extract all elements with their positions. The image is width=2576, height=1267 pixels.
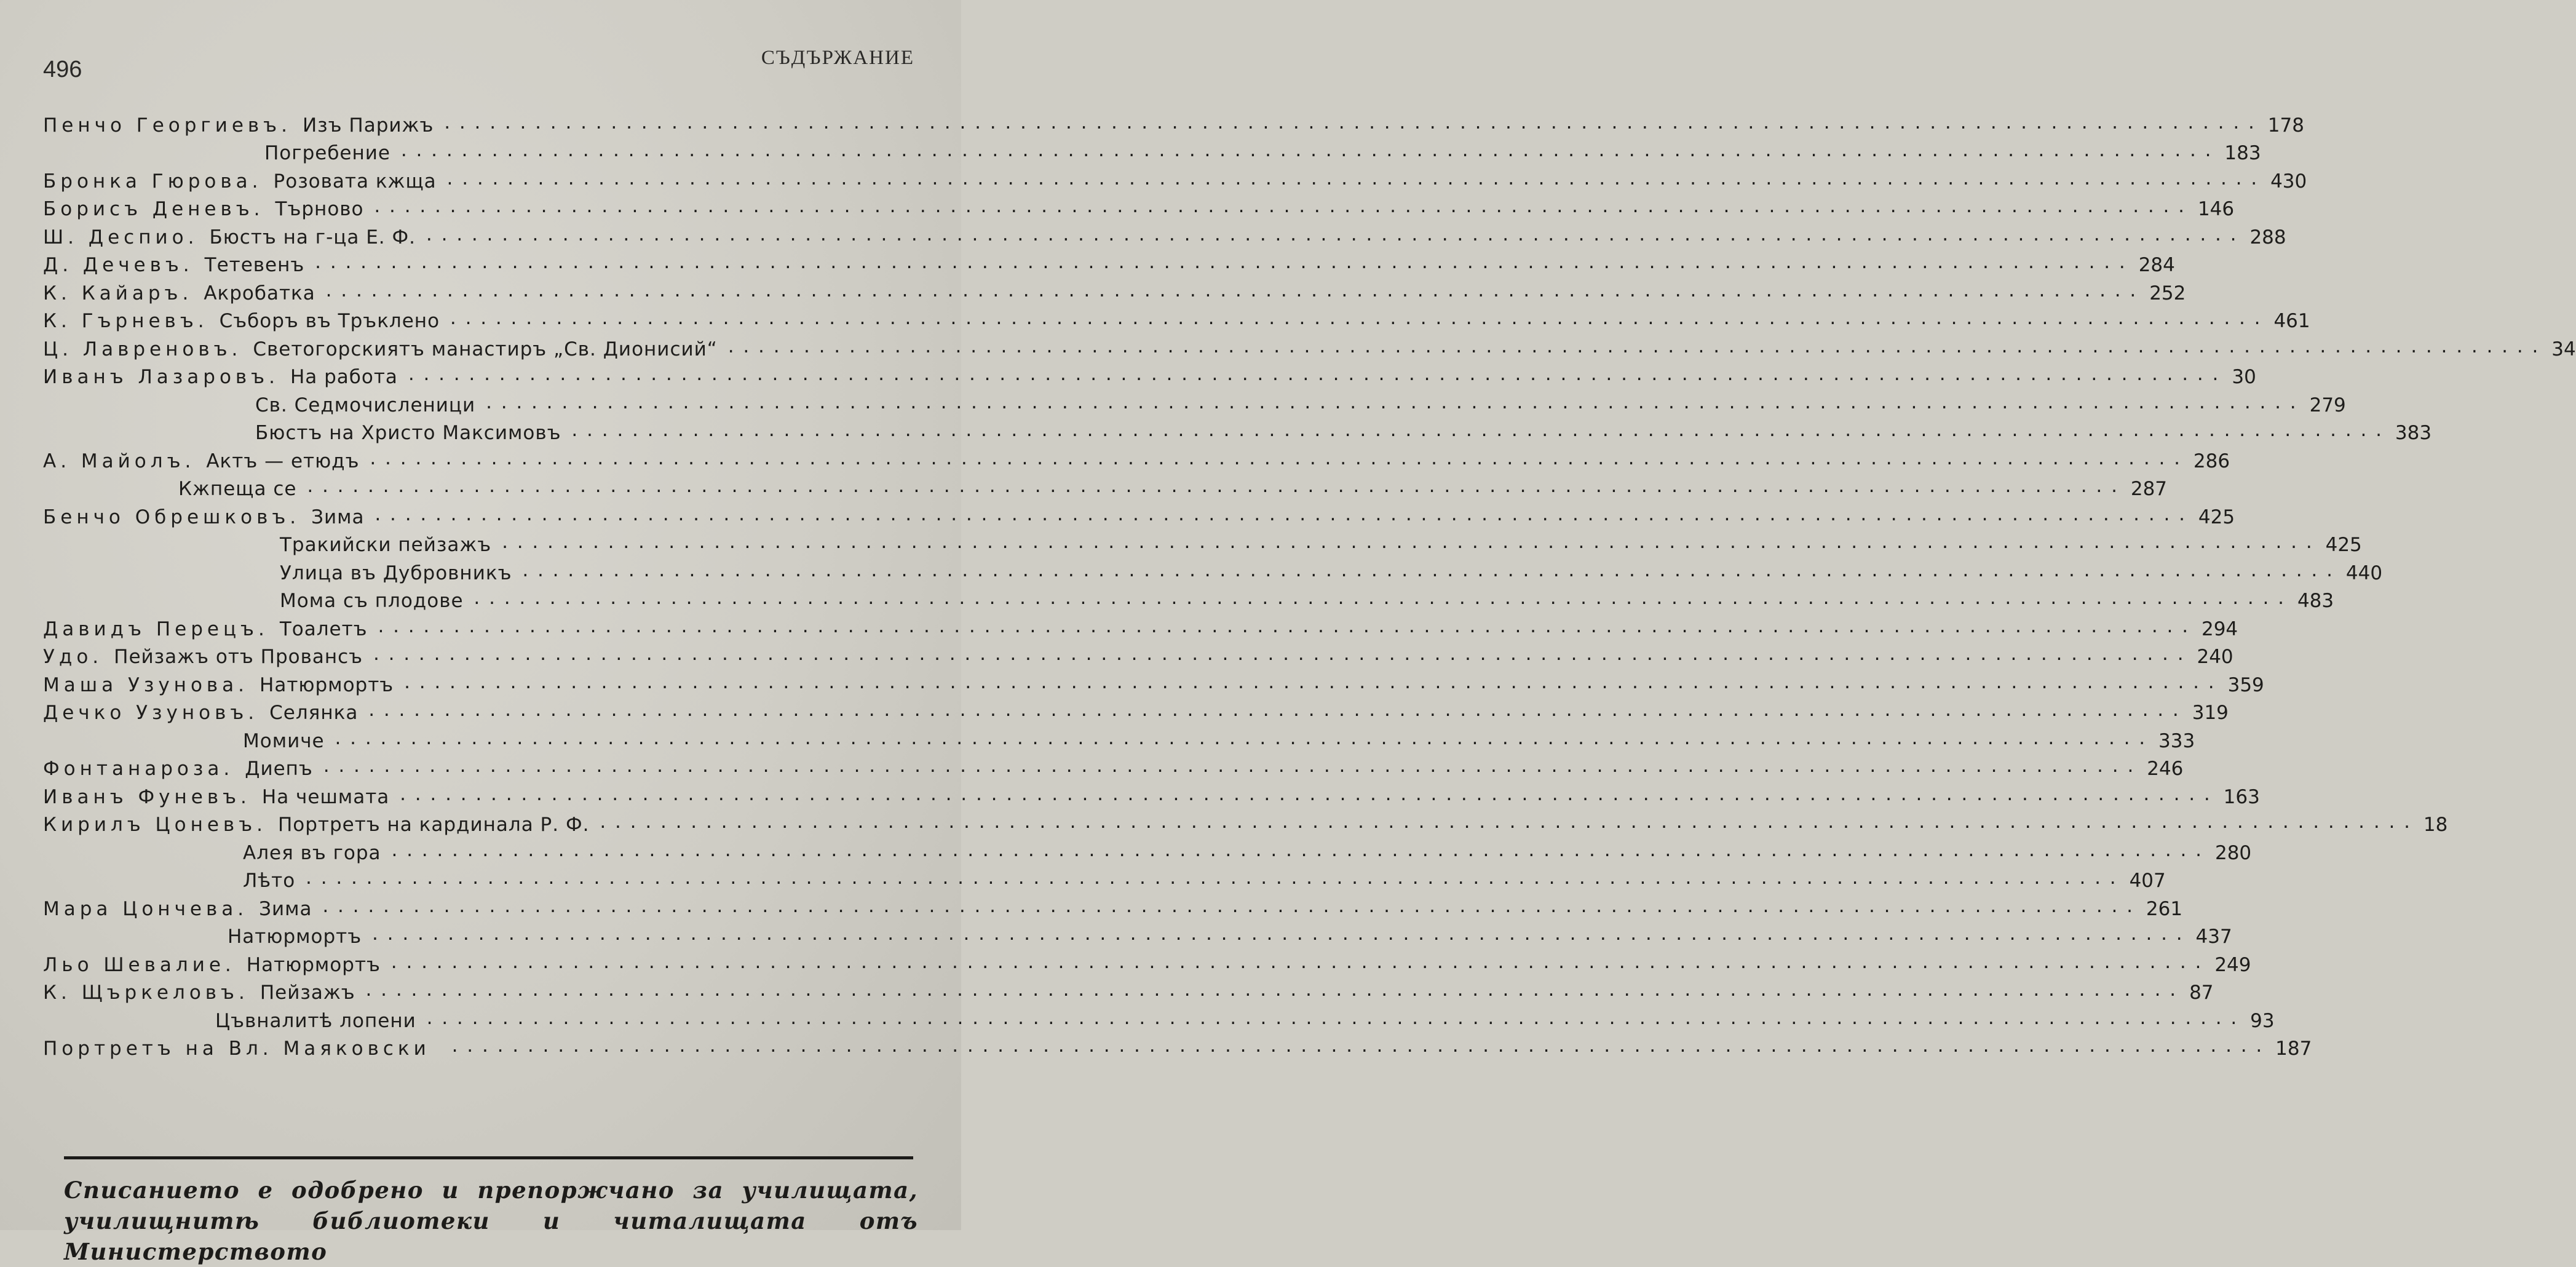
toc-page-ref: 163 bbox=[2223, 785, 2260, 808]
toc-page-ref: 183 bbox=[2224, 142, 2261, 164]
toc-entry bbox=[43, 1004, 2275, 1032]
toc-page-ref: 240 bbox=[2197, 646, 2233, 668]
dot-leader: ........................................................................................................................ bbox=[442, 114, 2262, 133]
toc-title: Кжпеща се bbox=[178, 478, 297, 500]
page-number: 496 bbox=[43, 57, 82, 82]
toc-title: Св. Седмочисленици bbox=[255, 394, 476, 416]
toc-entry bbox=[43, 220, 2286, 248]
dot-leader: ........................................................................................................................ bbox=[373, 506, 2192, 525]
toc-title: Изъ Парижъ bbox=[302, 114, 434, 137]
toc-page-ref: 294 bbox=[2201, 618, 2238, 640]
dot-leader: ........................................................................................................................ bbox=[500, 534, 2320, 552]
toc-page-ref: 87 bbox=[2189, 982, 2214, 1004]
toc-page-ref: 430 bbox=[2270, 170, 2307, 193]
toc-page-ref: 425 bbox=[2325, 534, 2362, 556]
toc-title: Тракийски пейзажъ bbox=[280, 534, 492, 556]
dot-leader: ........................................................................................................................ bbox=[313, 254, 2133, 272]
toc-page-ref: 284 bbox=[2138, 254, 2175, 276]
toc-entry bbox=[43, 892, 2183, 920]
toc-author: Ш. Деспио. bbox=[43, 226, 199, 248]
footer-rule bbox=[64, 1156, 913, 1159]
toc-page-ref: 287 bbox=[2130, 478, 2168, 500]
toc-page-ref: 261 bbox=[2146, 897, 2183, 920]
toc-page-ref: 280 bbox=[2214, 841, 2252, 864]
toc-entry bbox=[43, 360, 2256, 389]
toc-title: Селянка bbox=[269, 702, 359, 724]
dot-leader: ........................................................................................................................ bbox=[520, 562, 2340, 581]
running-head: СЪДЪРЖАНИЕ bbox=[761, 47, 914, 69]
toc-entry bbox=[43, 556, 2383, 584]
dot-leader: ........................................................................................................................ bbox=[372, 198, 2192, 216]
toc-author: А. Майолъ. bbox=[43, 450, 196, 472]
dot-leader: ........................................................................................................................ bbox=[598, 814, 2417, 832]
toc-page-ref: 461 bbox=[2273, 310, 2310, 332]
toc-author: Ц. Лавреновъ. bbox=[43, 338, 242, 360]
dot-leader: ........................................................................................................................ bbox=[368, 450, 2187, 469]
toc-entry bbox=[43, 332, 2576, 360]
toc-entry bbox=[43, 193, 2235, 221]
toc-page-ref: 246 bbox=[2147, 758, 2184, 780]
toc-title: Розовата кжща bbox=[273, 170, 437, 193]
toc-title: Тетевенъ bbox=[204, 254, 305, 276]
toc-title: На работа bbox=[290, 366, 398, 388]
toc-page-ref: 437 bbox=[2195, 926, 2232, 948]
toc-entry bbox=[43, 248, 2175, 277]
toc-title: Натюрмортъ bbox=[228, 926, 362, 948]
dot-leader: ........................................................................................................................ bbox=[304, 870, 2123, 888]
toc-title: Момиче bbox=[243, 729, 325, 752]
toc-page-ref: 319 bbox=[2192, 702, 2229, 724]
dot-leader: ........................................................................................................................ bbox=[406, 366, 2226, 384]
toc-entry bbox=[43, 108, 2304, 137]
toc-page-ref: 359 bbox=[2227, 673, 2264, 696]
toc-page-ref: 249 bbox=[2214, 953, 2251, 976]
toc-page-ref: 286 bbox=[2193, 450, 2230, 472]
toc-author: Дечко Узуновъ. bbox=[43, 702, 259, 724]
dot-leader: ........................................................................................................................ bbox=[484, 394, 2304, 413]
toc-author: Борисъ Деневъ. bbox=[43, 198, 264, 220]
dot-leader: ........................................................................................................................ bbox=[569, 422, 2389, 440]
toc-entry bbox=[43, 444, 2230, 472]
dot-leader: ........................................................................................................................ bbox=[472, 590, 2291, 608]
toc-entry bbox=[43, 388, 2346, 416]
toc-page-ref: 34 bbox=[2551, 338, 2576, 360]
toc-entry bbox=[43, 500, 2235, 528]
dot-leader: ........................................................................................................................ bbox=[305, 478, 2125, 496]
toc-author: К. Гърневъ. bbox=[43, 310, 208, 332]
dot-leader: ........................................................................................................................ bbox=[333, 729, 2153, 749]
toc-page-ref: 178 bbox=[2267, 114, 2304, 137]
dot-leader: ........................................................................................................................ bbox=[450, 1038, 2270, 1056]
toc-title: Алея въ гора bbox=[243, 841, 381, 864]
toc-title: Бюстъ на г-ца Е. Ф. bbox=[209, 226, 416, 248]
toc-page-ref: 407 bbox=[2129, 870, 2166, 892]
toc-page-ref: 383 bbox=[2395, 422, 2432, 444]
toc-title: Погребение bbox=[264, 142, 390, 164]
toc-author: Пенчо Георгиевъ. bbox=[43, 114, 291, 137]
dot-leader: ........................................................................................................................ bbox=[320, 897, 2140, 916]
footer-note: Списанието е одобрено и препоржчано за училищата, училищнитѣ библиотеки и читалищата отъ Министерството bbox=[64, 1177, 918, 1265]
dot-leader: ........................................................................................................................ bbox=[376, 618, 2195, 637]
toc-page-ref: 279 bbox=[2309, 394, 2346, 416]
toc-entry bbox=[43, 948, 2251, 976]
toc-entry bbox=[43, 808, 2448, 836]
toc-title: Съборъ въ Тръклено bbox=[219, 310, 440, 332]
toc-page-ref: 252 bbox=[2149, 282, 2186, 304]
toc-title: Портретъ на кардинала Р. Ф. bbox=[277, 814, 590, 836]
toc-page-ref: 30 bbox=[2232, 366, 2256, 388]
toc-author: Бронка Гюрова. bbox=[43, 170, 263, 193]
toc-page-ref: 440 bbox=[2345, 562, 2383, 584]
dot-leader: ........................................................................................................................ bbox=[363, 982, 2184, 1000]
toc-page-ref: 425 bbox=[2198, 506, 2235, 528]
toc-author: Фонтанароза. bbox=[43, 758, 234, 780]
dot-leader: ........................................................................................................................ bbox=[424, 1009, 2245, 1028]
toc-author: Удо. bbox=[43, 646, 103, 668]
toc-page-ref: 18 bbox=[2423, 814, 2448, 836]
toc-entry bbox=[43, 584, 2334, 613]
toc-title: Зима bbox=[259, 897, 312, 920]
toc-title: Мома съ плодове bbox=[280, 590, 464, 612]
dot-leader: ........................................................................................................................ bbox=[424, 226, 2244, 245]
dot-leader: ........................................................................................................................ bbox=[321, 758, 2141, 776]
toc-entry bbox=[43, 528, 2362, 557]
toc-title: Пейзажъ bbox=[260, 982, 355, 1004]
toc-author: Давидъ Перецъ. bbox=[43, 618, 269, 640]
toc-entry bbox=[43, 752, 2184, 780]
toc-entry bbox=[43, 640, 2233, 669]
dot-leader: ........................................................................................................................ bbox=[448, 310, 2268, 328]
toc-title: Пейзажъ отъ Провансъ bbox=[114, 646, 363, 668]
toc-page-ref: 483 bbox=[2297, 590, 2334, 612]
toc-author: Иванъ Фуневъ. bbox=[43, 785, 251, 808]
toc-title: Натюрмортъ bbox=[246, 953, 381, 976]
toc-title: Светогорскиятъ манастиръ „Св. Дионисий“ bbox=[253, 338, 718, 360]
toc-title: Улица въ Дубровникъ bbox=[280, 562, 512, 584]
dot-leader: ........................................................................................................................ bbox=[726, 338, 2546, 357]
toc-title: Бюстъ на Христо Максимовъ bbox=[255, 422, 561, 444]
toc-title: Зима bbox=[311, 506, 365, 528]
toc-title: Тоалетъ bbox=[279, 618, 368, 640]
toc-author: Иванъ Лазаровъ. bbox=[43, 366, 279, 388]
toc-entry bbox=[43, 780, 2260, 808]
toc-author: Маша Узунова. bbox=[43, 673, 249, 696]
toc-entry bbox=[43, 920, 2232, 948]
toc-title: Лѣто bbox=[243, 870, 296, 892]
toc-title: Търново bbox=[275, 198, 364, 220]
toc-title: Акробатка bbox=[204, 282, 315, 304]
toc-page-ref: 93 bbox=[2250, 1009, 2275, 1032]
toc-entry bbox=[43, 472, 2168, 501]
toc-author: К. Щъркеловъ. bbox=[43, 982, 249, 1004]
toc-entry bbox=[43, 1032, 2312, 1060]
toc-entry bbox=[43, 164, 2307, 193]
toc-page-ref: 288 bbox=[2249, 226, 2286, 248]
dot-leader: ........................................................................................................................ bbox=[389, 953, 2209, 972]
dot-leader: ........................................................................................................................ bbox=[371, 646, 2191, 664]
toc-entry bbox=[43, 304, 2310, 333]
toc-page-ref: 146 bbox=[2197, 198, 2235, 220]
toc-entry bbox=[43, 668, 2264, 696]
toc-page-ref: 333 bbox=[2158, 729, 2195, 752]
toc-entry bbox=[43, 836, 2252, 864]
toc-title: Цъвналитѣ лопени bbox=[215, 1009, 416, 1032]
toc-entry bbox=[43, 724, 2195, 752]
dot-leader: ........................................................................................................................ bbox=[398, 785, 2217, 804]
toc-page-ref: 187 bbox=[2275, 1038, 2312, 1060]
toc-title: Натюрмортъ bbox=[260, 673, 394, 696]
dot-leader: ........................................................................................................................ bbox=[389, 841, 2209, 860]
toc-author: К. Кайаръ. bbox=[43, 282, 193, 304]
toc-title: Диепъ bbox=[245, 758, 313, 780]
dot-leader: ........................................................................................................................ bbox=[402, 673, 2222, 693]
toc-title: Актъ — етюдъ bbox=[206, 450, 360, 472]
dot-leader: ........................................................................................................................ bbox=[370, 926, 2190, 944]
toc-entry bbox=[43, 137, 2261, 165]
dot-leader: ........................................................................................................................ bbox=[399, 142, 2219, 161]
toc-entry bbox=[43, 416, 2432, 445]
toc-author: Мара Цончева. bbox=[43, 897, 248, 920]
toc-title: На чешмата bbox=[261, 785, 390, 808]
dot-leader: ........................................................................................................................ bbox=[445, 170, 2265, 189]
toc-entry bbox=[43, 276, 2186, 304]
toc-entry bbox=[43, 612, 2238, 640]
toc-entry bbox=[43, 976, 2214, 1004]
toc-author: Д. Дечевъ. bbox=[43, 254, 194, 276]
toc-author: Портретъ на Вл. Маяковски bbox=[43, 1038, 430, 1060]
toc-author: Кирилъ Цоневъ. bbox=[43, 814, 267, 836]
toc-author: Льо Шевалие. bbox=[43, 953, 236, 976]
table-of-contents bbox=[43, 108, 2576, 1060]
toc-author: Бенчо Обрешковъ. bbox=[43, 506, 301, 528]
toc-entry bbox=[43, 696, 2229, 725]
toc-entry bbox=[43, 864, 2166, 892]
dot-leader: ........................................................................................................................ bbox=[367, 702, 2186, 720]
dot-leader: ........................................................................................................................ bbox=[323, 282, 2144, 301]
